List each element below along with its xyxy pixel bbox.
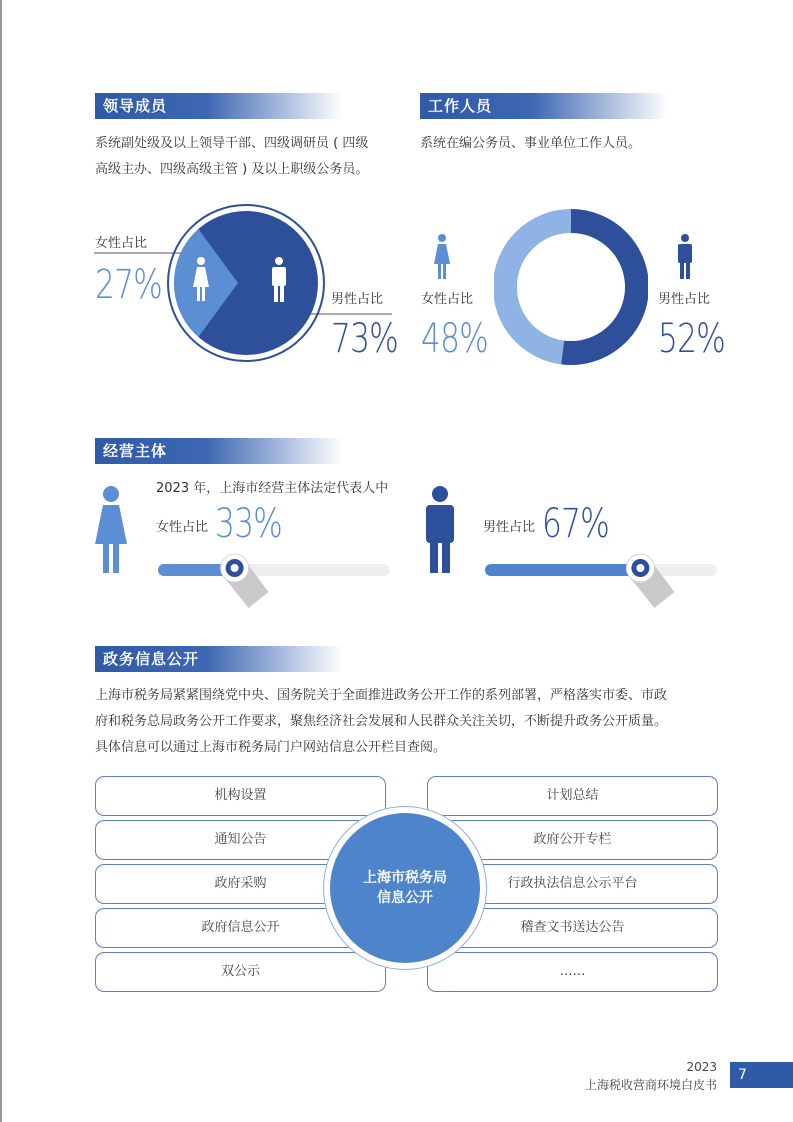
staff-male-label: 男性占比 (658, 292, 711, 307)
staff-donut-hole (517, 233, 625, 341)
disclosure-item-left-2[interactable]: 通知公告 (95, 820, 386, 860)
entities-male-icon (422, 486, 458, 574)
entities-description: 2023 年，上海市经营主体法定代表人中 (156, 481, 389, 496)
section-heading-leaders: 领导成员 (95, 93, 343, 119)
entities-male-label: 男性占比 (483, 520, 536, 535)
disclosure-item-left-3[interactable]: 政府采购 (95, 864, 386, 904)
leaders-female-percent: 27% (95, 262, 163, 308)
staff-female-label: 女性占比 (421, 292, 474, 307)
leaders-desc-line1: 系统副处级及以上领导干部、四级调研员 ( 四级 (95, 136, 369, 151)
disclosure-item-right-4[interactable]: 稽查文书送达公告 (427, 908, 718, 948)
staff-male-percent: 52% (658, 316, 726, 362)
entities-male-percent: 67% (542, 501, 610, 547)
section-heading-disclosure: 政务信息公开 (95, 646, 343, 672)
section-heading-entities: 经营主体 (95, 438, 343, 464)
disclosure-item-right-2[interactable]: 政府公开专栏 (427, 820, 718, 860)
disclosure-item-left-4[interactable]: 政府信息公开 (95, 908, 386, 948)
entities-male-knob (626, 554, 674, 608)
disclosure-para-line1: 上海市税务局紧紧围绕党中央、国务院关于全面推进政务公开工作的系列部署，严格落实市委、市政 (95, 688, 668, 703)
staff-description: 系统在编公务员、事业单位工作人员。 (420, 136, 642, 151)
staff-male-icon (676, 234, 694, 280)
entities-female-percent: 33% (215, 501, 283, 547)
entities-male-slider (483, 552, 719, 608)
footer-year: 2023 (686, 1060, 717, 1074)
leaders-male-label: 男性占比 (331, 292, 384, 307)
entities-male-fill (485, 564, 640, 576)
staff-female-icon (433, 234, 451, 280)
page-number: 7 (730, 1062, 793, 1088)
disclosure-item-left-1[interactable]: 机构设置 (95, 776, 386, 816)
disclosure-center-circle (330, 813, 480, 963)
entities-female-label: 女性占比 (156, 520, 209, 535)
entities-female-knob (221, 554, 269, 608)
section-heading-staff: 工作人员 (420, 93, 668, 119)
disclosure-para-line2: 府和税务总局政务公开工作要求，聚焦经济社会发展和人民群众关注关切，不断提升政务公开质量。 (95, 714, 668, 729)
page-left-rule (0, 0, 2, 1122)
leaders-male-percent: 73% (331, 316, 399, 362)
disclosure-item-right-5[interactable]: …… (427, 952, 718, 992)
leaders-desc-line2: 高级主办、四级高级主管 ) 及以上职级公务员。 (95, 162, 369, 177)
entities-female-icon (93, 486, 129, 574)
disclosure-para-line3: 具体信息可以通过上海市税务局门户网站信息公开栏目查阅。 (95, 740, 447, 755)
disclosure-item-right-3[interactable]: 行政执法信息公示平台 (427, 864, 718, 904)
entities-female-slider (156, 552, 392, 608)
disclosure-paragraph (95, 683, 735, 761)
disclosure-center-line2: 信息公开 (377, 890, 433, 906)
footer-title: 上海税收营商环境白皮书 (584, 1078, 717, 1092)
disclosure-item-right-1[interactable]: 计划总结 (427, 776, 718, 816)
leaders-description (95, 131, 405, 183)
leaders-female-label: 女性占比 (95, 236, 148, 251)
disclosure-center-line1: 上海市税务局 (363, 870, 447, 886)
staff-gender-donut (494, 208, 648, 368)
staff-female-percent: 48% (421, 316, 489, 362)
disclosure-item-left-5[interactable]: 双公示 (95, 952, 386, 992)
